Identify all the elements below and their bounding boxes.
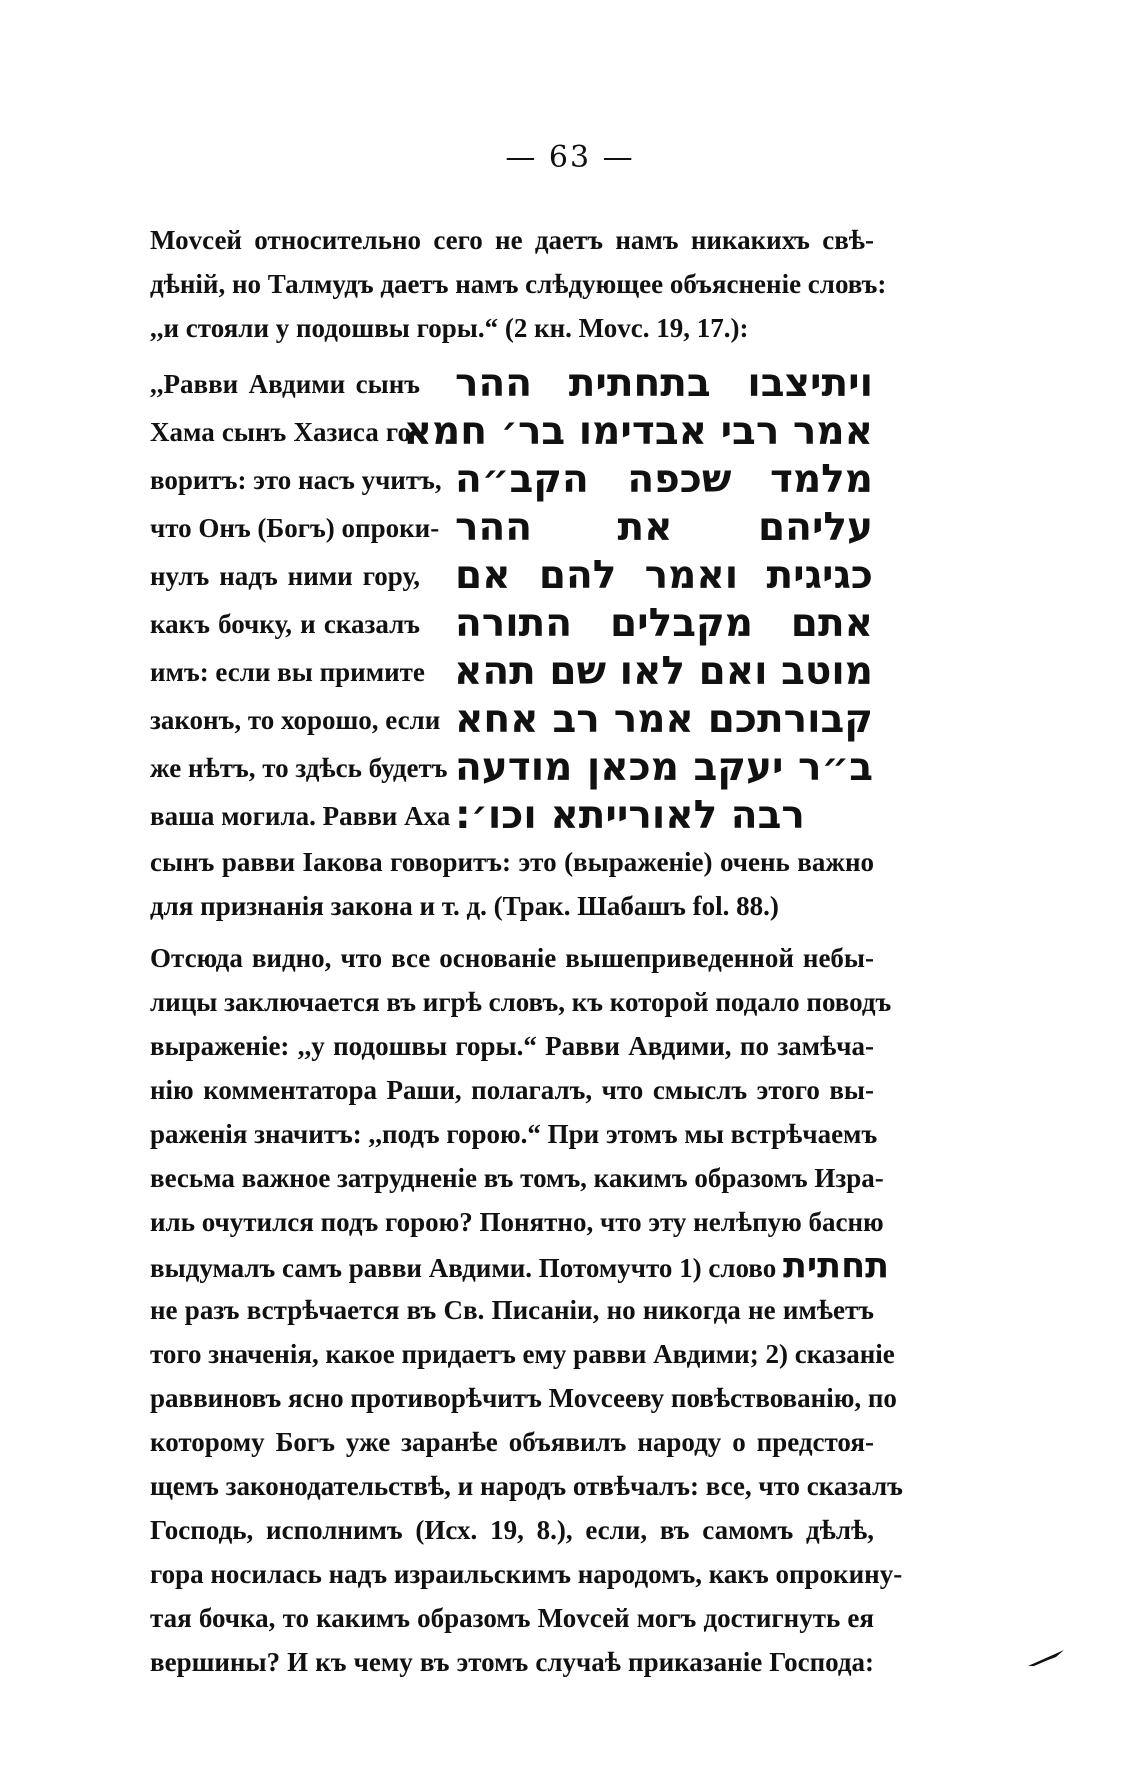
quote-hebrew-line: קבורתכם אמר רב אחא	[455, 697, 873, 742]
text-line: иль очутился подъ горою? Понятно, что эту нелѣпую басню	[150, 1207, 884, 1237]
quote-hebrew-line: עליהם את ההר	[455, 505, 873, 550]
quote-russian-line: нулъ надъ ними гору,	[150, 561, 420, 591]
quote-hebrew-line: מוטב ואם לאו שם תהא	[453, 649, 873, 694]
text-line: раженія значитъ: ,,подъ горою.“ При этомъ мы встрѣчаемъ	[150, 1119, 878, 1149]
text-line: того значенія, какое придаетъ ему равви Авдими; 2) сказаніе	[150, 1339, 895, 1369]
hebrew-word: תחתית	[782, 1246, 890, 1286]
quote-russian-line: же нѣтъ, то здѣсь будетъ	[150, 753, 448, 783]
text-line: сынъ равви Іакова говоритъ: это (выраженіе) очень важно	[150, 847, 874, 877]
quote-russian-line: что Онъ (Богъ) опроки-	[150, 513, 440, 543]
quote-russian-line: имъ: если вы примите	[150, 657, 425, 687]
text-line: выраженіе: ,,у подошвы горы.“ Равви Авдими, по замѣча-	[150, 1031, 874, 1061]
text-line: весьма важное затрудненіе въ томъ, какимъ образомъ Изра-	[150, 1163, 884, 1193]
text-line: нію комментатора Раши, полагалъ, что смыслъ этого вы-	[150, 1075, 874, 1105]
text-line: дѣній, но Талмудъ даетъ намъ слѣдующее объясненіе словъ:	[150, 269, 887, 299]
text-line: Отсюда видно, что все основаніе вышеприведенной небы-	[150, 943, 874, 973]
quote-russian-line: какъ бочку, и сказалъ	[150, 609, 420, 639]
quote-russian-line: ваша могила. Равви Аха	[150, 801, 451, 831]
text-line: Моvсей относительно сего не даетъ намъ никакихъ свѣ-	[150, 225, 874, 255]
text-line: вершины? И къ чему въ этомъ случаѣ приказаніе Господа:	[150, 1647, 874, 1677]
line-text: выдумалъ самъ равви Авдими. Потомучто 1) слово	[150, 1253, 777, 1283]
quote-russian-line: Хама сынъ Хазиса го-	[150, 417, 420, 447]
quote-hebrew-line: רבה לאורייתא וכו׳:	[455, 793, 805, 838]
quote-hebrew-line: ב״ר יעקב מכאן מודעה	[455, 745, 873, 790]
text-line: не разъ встрѣчается въ Св. Писаніи, но никогда не имѣетъ	[150, 1295, 874, 1325]
text-line: тая бочка, то какимъ образомъ Моvсей могъ достигнуть ея	[150, 1603, 874, 1633]
quote-hebrew-line: אתם מקבלים התורה	[455, 601, 873, 646]
quote-hebrew-line: כגיגית ואמר להם אם	[455, 553, 873, 598]
quote-russian-line: законъ, то хорошо, если	[150, 705, 441, 735]
text-line: щемъ законодательствѣ, и народъ отвѣчалъ: все, что сказалъ	[150, 1471, 903, 1501]
quote-hebrew-line: ויתיצבו בתחתית ההר	[455, 361, 873, 406]
text-line: раввиновъ ясно противорѣчитъ Моvсееву повѣствованію, по	[150, 1383, 897, 1413]
quote-russian-line: воритъ: это насъ учитъ,	[150, 465, 442, 495]
text-line: для признанія закона и т. д. (Трак. Шабашъ fol. 88.)	[150, 891, 779, 921]
text-line: Господь, исполнимъ (Исх. 19, 8.), если, въ самомъ дѣлѣ,	[150, 1515, 874, 1545]
page-number: — 63 —	[505, 140, 635, 175]
quote-russian-line: ,,Равви Авдими сынъ	[150, 369, 420, 399]
quote-hebrew-line: מלמד שכפה הקב״ה	[455, 457, 873, 502]
text-line	[150, 1244, 890, 1290]
quote-hebrew-line: אמר רבי אבדימו בר׳ חמא	[403, 409, 873, 454]
text-line: которому Богъ уже заранѣе объявилъ народу о предстоя-	[150, 1427, 874, 1457]
ink-mark	[1026, 1648, 1066, 1668]
text-line: лицы заключается въ игрѣ словъ, къ которой подало поводъ	[150, 987, 892, 1017]
text-line: ,,и стояли у подошвы горы.“ (2 кн. Моvс. 19, 17.):	[150, 313, 749, 343]
text-line: гора носилась надъ израильскимъ народомъ, какъ опрокину-	[150, 1559, 903, 1589]
